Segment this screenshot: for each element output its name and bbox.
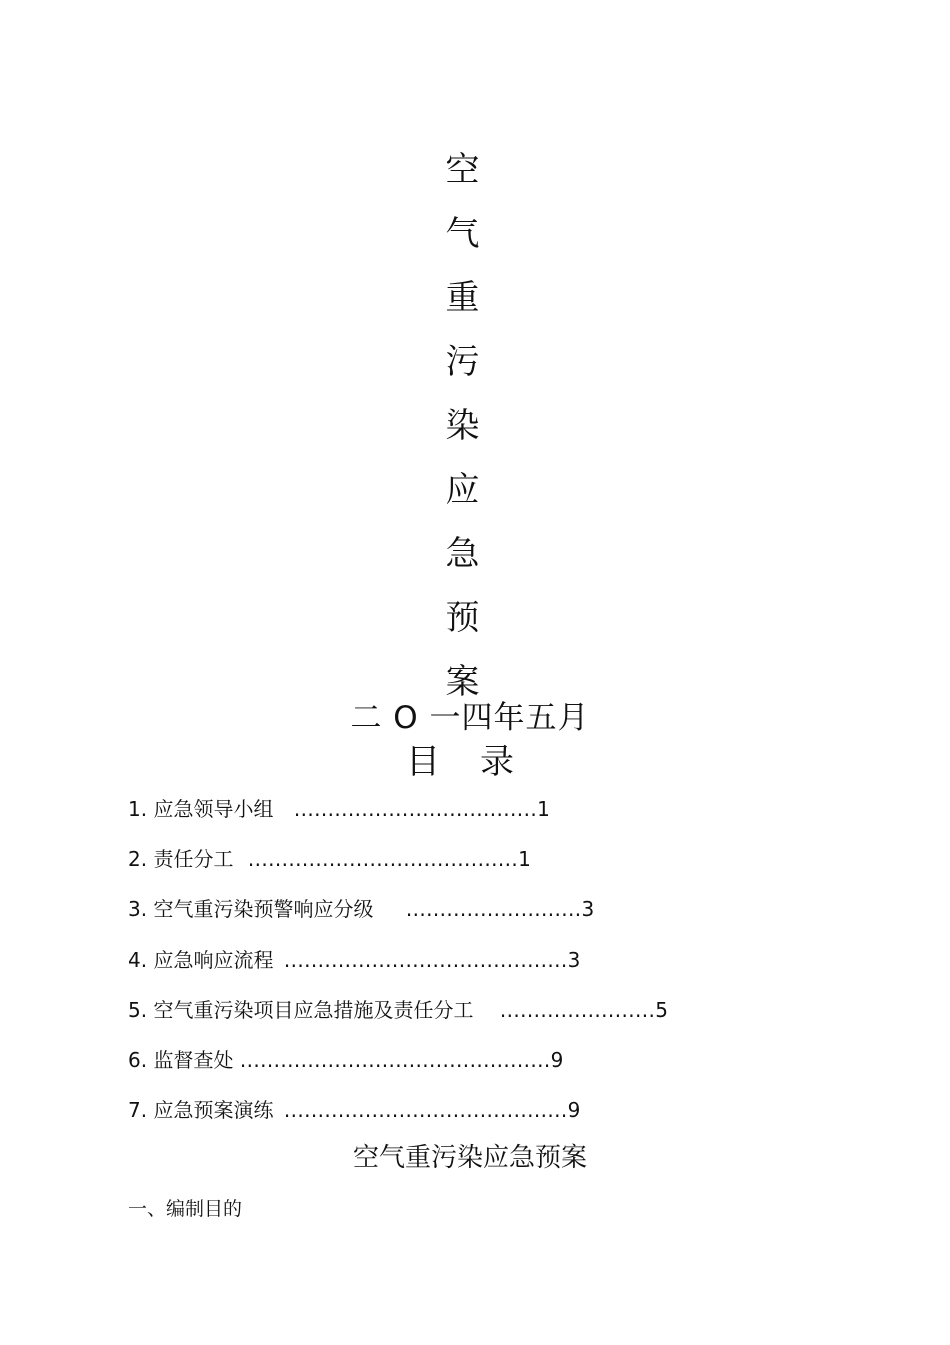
cover-title-char: 染 — [445, 406, 480, 446]
toc-item-page: 1 — [518, 847, 531, 871]
toc-item-label: 6. 监督查处 — [128, 1048, 234, 1072]
toc-item-dots: .................................... — [293, 797, 538, 821]
section-heading: 一、编制目的 — [128, 1198, 243, 1220]
cover-title-char: 气 — [445, 214, 480, 254]
toc-item-dots: .......................... — [405, 897, 582, 921]
cover-title-char: 重 — [445, 278, 480, 318]
toc-item[interactable] — [128, 1046, 563, 1074]
toc-heading: 目录 — [406, 742, 554, 782]
toc-item-label: 1. 应急领导小组 — [128, 797, 274, 821]
toc-item-label: 7. 应急预案演练 — [128, 1098, 274, 1122]
cover-title-char: 案 — [445, 662, 480, 702]
toc-item-label: 5. 空气重污染项目应急措施及责任分工 — [128, 998, 474, 1022]
toc-item-page: 3 — [567, 948, 581, 972]
cover-title-char: 急 — [445, 534, 480, 574]
toc-item-page: 5 — [655, 998, 668, 1022]
toc-item[interactable] — [128, 845, 531, 873]
toc-item-dots: ........................................ — [247, 847, 519, 871]
cover-date: 二 O 一四年五月 — [350, 700, 590, 736]
toc-item-dots: ....................... — [499, 998, 656, 1022]
toc-item[interactable] — [128, 996, 668, 1024]
document-title: 空气重污染应急预案 — [352, 1143, 587, 1173]
toc-item-label: 2. 责任分工 — [128, 847, 234, 871]
toc-item[interactable] — [128, 895, 594, 923]
cover-title-char: 空 — [445, 150, 480, 190]
cover-title-char: 应 — [445, 470, 480, 510]
toc-item-page: 9 — [550, 1048, 564, 1072]
cover-title-char: 污 — [445, 342, 480, 382]
toc-item[interactable] — [128, 946, 580, 974]
cover-title-vertical — [0, 138, 925, 714]
toc-item-page: 9 — [567, 1098, 581, 1122]
toc-item[interactable] — [128, 1096, 580, 1124]
toc-item-page: 1 — [537, 797, 550, 821]
toc-item-label: 4. 应急响应流程 — [128, 948, 274, 972]
cover-title-char: 预 — [445, 598, 480, 638]
toc-item[interactable] — [128, 795, 550, 823]
toc-item-dots: .............................................. — [239, 1048, 551, 1072]
toc-item-page: 3 — [581, 897, 595, 921]
toc-item-label: 3. 空气重污染预警响应分级 — [128, 897, 374, 921]
toc-item-dots: .......................................... — [283, 948, 568, 972]
toc-item-dots: .......................................... — [283, 1098, 568, 1122]
